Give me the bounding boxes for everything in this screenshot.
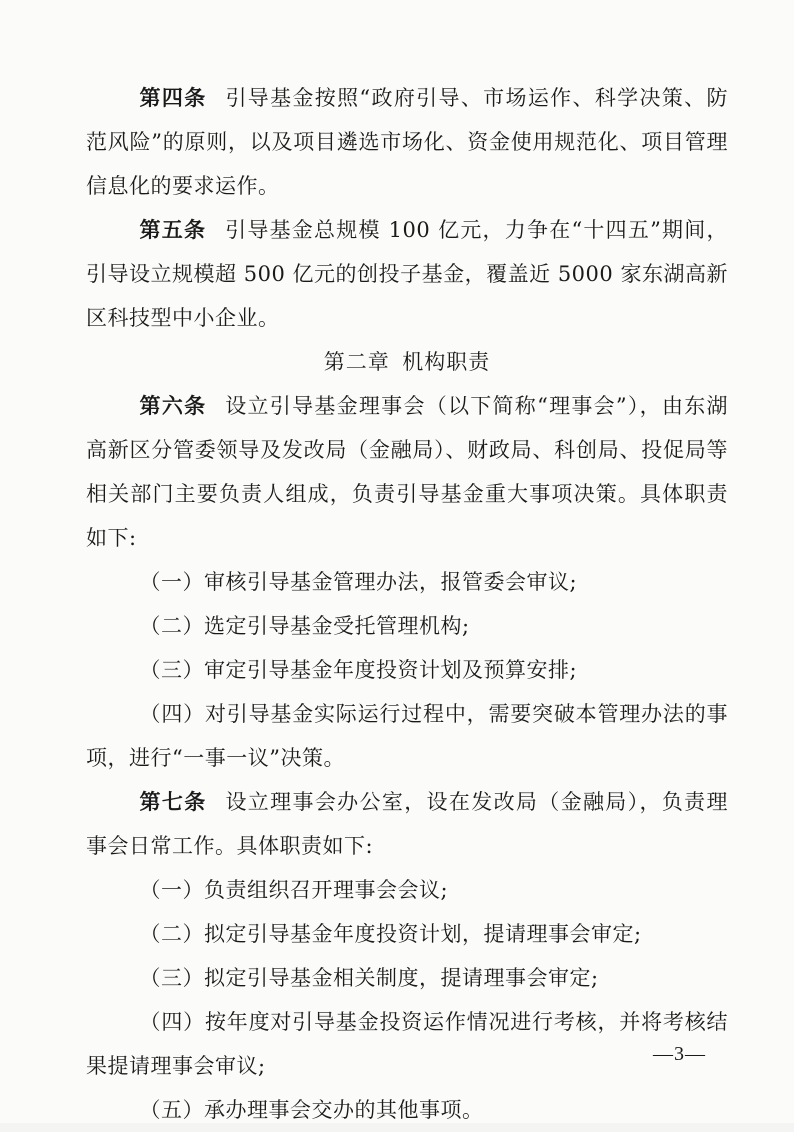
chapter-heading [86,340,728,384]
article-4-text: 引导基金按照“政府引导、市场运作、科学决策、防范风险”的原则，以及项目遴选市场化、资金使用规范化、项目管理信息化的要求运作。 [86,86,729,198]
article-7-text: 设立理事会办公室，设在发改局（金融局），负责理事会日常工作。具体职责如下: [86,790,729,858]
article-5-label: 第五条 [139,217,207,242]
article-6-item: （一）审核引导基金管理办法，报管委会审议; [139,570,578,594]
chapter-title: 机构职责 [402,350,491,374]
article-7-item: （三）拟定引导基金相关制度，提请理事会审定; [139,966,599,990]
chapter-number: 第二章 [323,350,390,374]
article-7-item: （一）负责组织召开理事会会议; [139,878,449,902]
article-4-label: 第四条 [139,85,207,110]
article-6-text: 设立引导基金理事会（以下简称“理事会”），由东湖高新区分管委领导及发改局（金融局）、财政局、科创局、投促局等相关部门主要负责人组成，负责引导基金重大事项决策。具体职责如下: [86,394,728,550]
article-6-item: （四）对引导基金实际运行过程中，需要突破本管理办法的事项，进行“一事一议”决策。 [86,702,728,770]
document-body [86,76,728,1132]
article-5-text: 引导基金总规模 100 亿元，力争在“十四五”期间，引导设立规模超 500 亿元的创投子基金，覆盖近 5000 家东湖高新区科技型中小企业。 [86,218,729,330]
article-7-label: 第七条 [139,789,207,814]
article-6-item: （三）审定引导基金年度投资计划及预算安排; [139,658,578,682]
article-7-item: （二）拟定引导基金年度投资计划，提请理事会审定; [139,922,642,946]
article-7 [86,780,728,868]
article-6-item: （二）选定引导基金受托管理机构; [139,614,470,638]
article-5 [86,208,728,340]
article-6-label: 第六条 [139,393,207,418]
article-6 [86,384,728,560]
article-7-item: （四）按年度对引导基金投资运作情况进行考核，并将考核结果提请理事会审议; [86,1010,728,1078]
page-number: —3— [653,1043,706,1065]
article-4 [86,76,728,208]
article-7-item: （五）承办理事会交办的其他事项。 [139,1098,484,1122]
